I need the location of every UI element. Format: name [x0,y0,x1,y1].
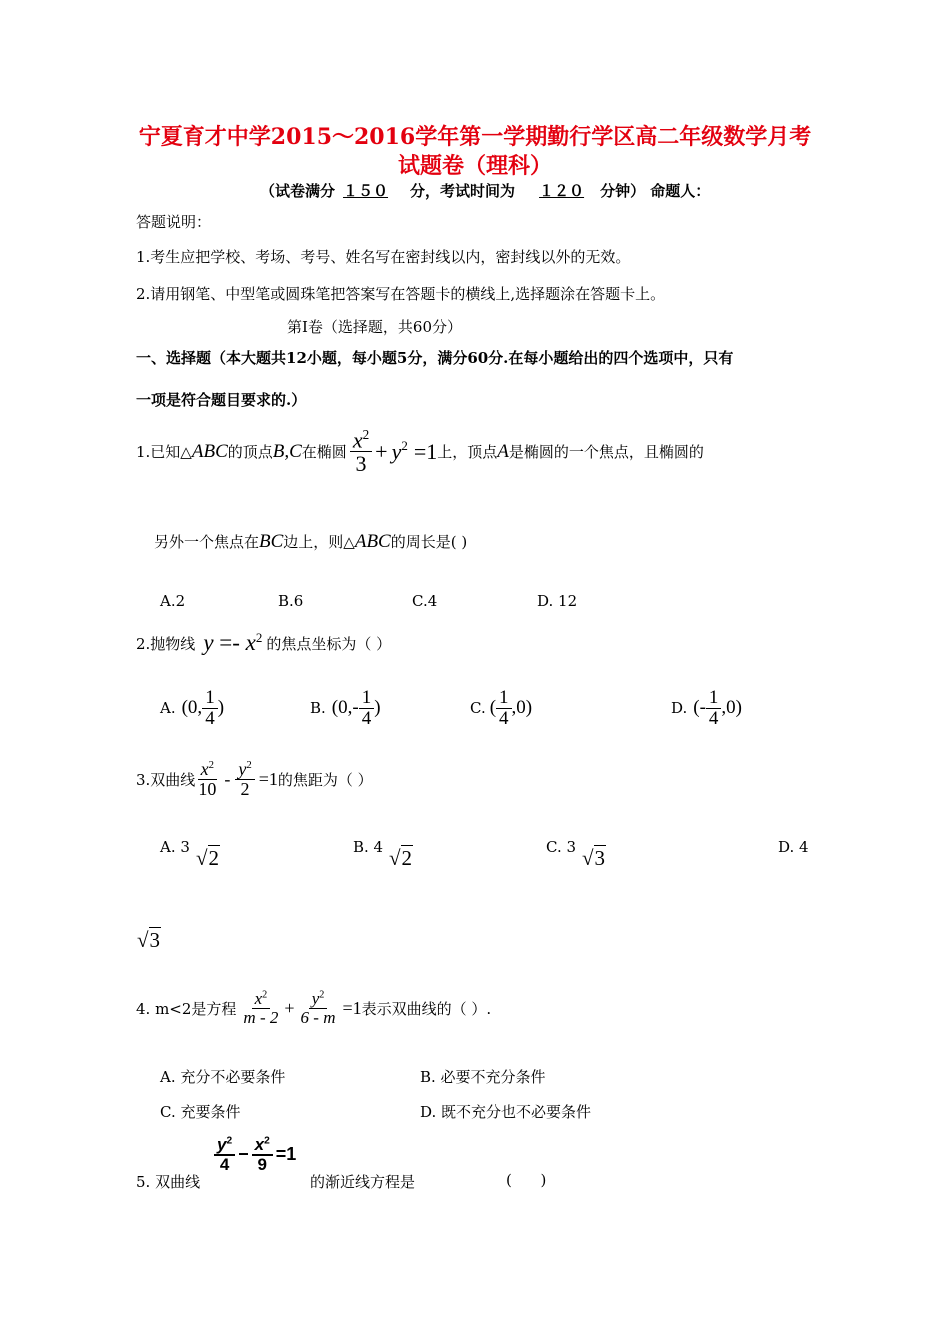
info-prefix: （试卷满分 [260,182,336,200]
q3-option-a [160,838,190,856]
question-2-stem [136,630,391,656]
fraction [202,688,218,729]
instruction-item-1: 1.考生应把学校、考场、考号、姓名写在密封线以内，密封线以外的无效。 [136,248,631,266]
num: y [238,759,247,779]
q3-option-c [546,838,576,856]
q4-text: 表示双曲线的（ ）. [361,999,492,1018]
ellipse-y: y [391,438,402,464]
ellipse-x: x [352,427,363,453]
exp: 2 [362,427,370,442]
q3-option-b [353,838,383,856]
minus-sign: − [238,1144,249,1165]
equals-one: =1 [413,438,438,464]
exam-title-line1: 宁夏育才中学2015～2016学年第一学期勤行学区高二年级数学月考 [138,124,812,150]
den: m - 2 [243,1007,279,1027]
fraction [214,1136,235,1174]
option-label: D. 4 [778,838,809,856]
fraction [240,990,281,1027]
instructions-heading: 答题说明： [136,213,212,231]
radicand: 2 [401,846,413,870]
q3-text: 3.双曲线 [136,770,196,789]
option-label: B. [310,699,326,718]
den: 10 [198,778,217,799]
question-4-stem [136,990,491,1027]
exp: 2 [262,989,268,1001]
den: 9 [257,1154,267,1174]
info-suffix: 分钟） 命题人： [600,182,711,200]
fraction [252,1136,273,1174]
radicand: 3 [149,928,161,952]
question-3-stem [136,760,373,799]
q1-point-a: A [497,440,509,462]
exp: 2 [401,438,408,453]
q1-abc: ABC [191,440,228,462]
option-text: ( [489,697,497,719]
q3-option-d-radical: √3 [137,928,161,952]
question-1-stem [136,428,704,476]
option-text: ) [217,697,225,719]
exam-title-line2: 试题卷（理科） [397,153,552,179]
radicand: 3 [594,846,606,870]
q2-option-d [671,688,742,729]
equals-one: =1 [258,768,278,789]
den: 4 [708,707,719,729]
exam-time: １２０ [539,182,585,200]
q1-text: 另外一个焦点在 [154,533,260,551]
exp: 2 [208,759,215,771]
exp: 2 [255,630,263,645]
fraction [195,760,219,799]
num: 1 [202,688,218,709]
plus-sign: + [284,997,295,1018]
q1-option-b: B.6 [278,592,304,610]
q1-text: 在椭圆 [301,443,347,462]
option-label: B. 4 [353,838,384,856]
den: 6 - m [300,1007,336,1027]
fraction [298,990,339,1027]
question-1-stem-line2 [154,531,467,553]
q2-text: 的焦点坐标为（ ） [266,634,392,653]
num: 1 [706,688,722,709]
num: 1 [359,688,375,709]
q1-option-c: C.4 [412,592,438,610]
exp: 2 [226,1135,233,1147]
exp: 2 [319,989,325,1001]
q3-text: 的焦距为（ ） [277,770,373,789]
q5-text: 的渐近线方程是 [310,1173,416,1191]
option-label: A. 3 [160,838,190,856]
exp: 2 [264,1135,270,1147]
q2-y: y [203,630,214,655]
q2-eq-mid: =- [213,630,246,655]
den: 4 [361,707,372,729]
num: x [254,1135,265,1154]
q1-text: 边上，则△ [283,533,355,551]
q2-x: x [245,630,256,655]
q4-option-d: D. 既不充分也不必要条件 [420,1103,592,1121]
fraction [706,688,722,729]
q1-text: 是椭圆的一个焦点，且椭圆的 [508,443,704,462]
q5-lead: 5. 双曲线 [136,1173,201,1191]
q4-option-b: B. 必要不充分条件 [420,1068,546,1086]
q4-option-c: C. 充要条件 [160,1103,241,1121]
option-text: (- [693,697,706,719]
option-text: ) [374,697,381,719]
info-mid: 分，考试时间为 [410,182,516,200]
option-label: C. 3 [546,838,577,856]
option-label: C. [470,699,486,718]
fraction [359,688,375,729]
num: y [217,1135,227,1154]
den: 4 [219,1154,230,1174]
q1-text: 的顶点 [227,443,273,462]
option-text: ,0) [721,697,742,719]
radicand: 2 [208,846,220,870]
fraction [235,760,254,799]
q4-text: 4. m<2是方程 [136,999,237,1018]
equals-one: =1 [275,1144,297,1165]
q3-option-c-radical: √3 [582,846,606,870]
den: 4 [205,707,215,729]
q1-option-d: D. 12 [537,592,578,610]
option-text: (0, [181,697,203,719]
q2-option-c [470,688,532,729]
exp: 2 [246,759,252,771]
den: 2 [240,778,250,799]
q1-text: 上，顶点 [437,443,498,462]
q2-text: 2.抛物线 [136,634,196,653]
q3-option-a-radical: √2 [196,846,220,870]
ellipse-den: 3 [355,451,367,477]
q2-option-a [160,688,224,729]
q1-bc-points: B,C [272,440,302,462]
part1-heading-line1: 一、选择题（本大题共12小题，每小题5分，满分60分.在每小题给出的四个选项中，只有 [136,349,734,367]
full-score: １５０ [343,182,389,200]
exam-info-line [260,180,710,201]
minus-sign: - [224,768,231,789]
den: 4 [499,707,509,729]
option-label: D. [671,699,688,718]
option-text: (0,- [331,697,359,719]
q1-abc: ABC [354,531,391,552]
part1-heading-line2: 一项是符合题目要求的.） [136,391,307,409]
q1-text: 1.已知△ [136,443,192,462]
num: x [254,989,263,1008]
num: 1 [496,688,512,709]
ellipse-equation [350,428,372,476]
num: y [311,989,320,1008]
option-label: A. [160,699,176,718]
instruction-item-2: 2.请用钢笔、中型笔或圆珠笔把答案写在答题卡的横线上,选择题涂在答题卡上。 [136,285,666,303]
q3-option-b-radical: √2 [389,846,413,870]
fraction [496,688,512,729]
equals-one: =1 [342,997,362,1018]
q2-option-b [310,688,381,729]
q4-option-a: A. 充分不必要条件 [160,1068,286,1086]
q3-option-d [778,838,809,856]
num: x [200,759,209,779]
plus-sign: + [375,438,388,464]
q1-option-a: A.2 [160,592,186,610]
q5-answer-paren: ( ) [506,1171,547,1189]
option-text: ,0) [511,697,533,719]
volume-title: 第Ⅰ卷（选择题，共60分） [287,318,463,336]
q1-text: 的周长是( ) [390,533,468,551]
q5-equation [214,1136,296,1174]
q1-bc: BC [259,531,284,552]
